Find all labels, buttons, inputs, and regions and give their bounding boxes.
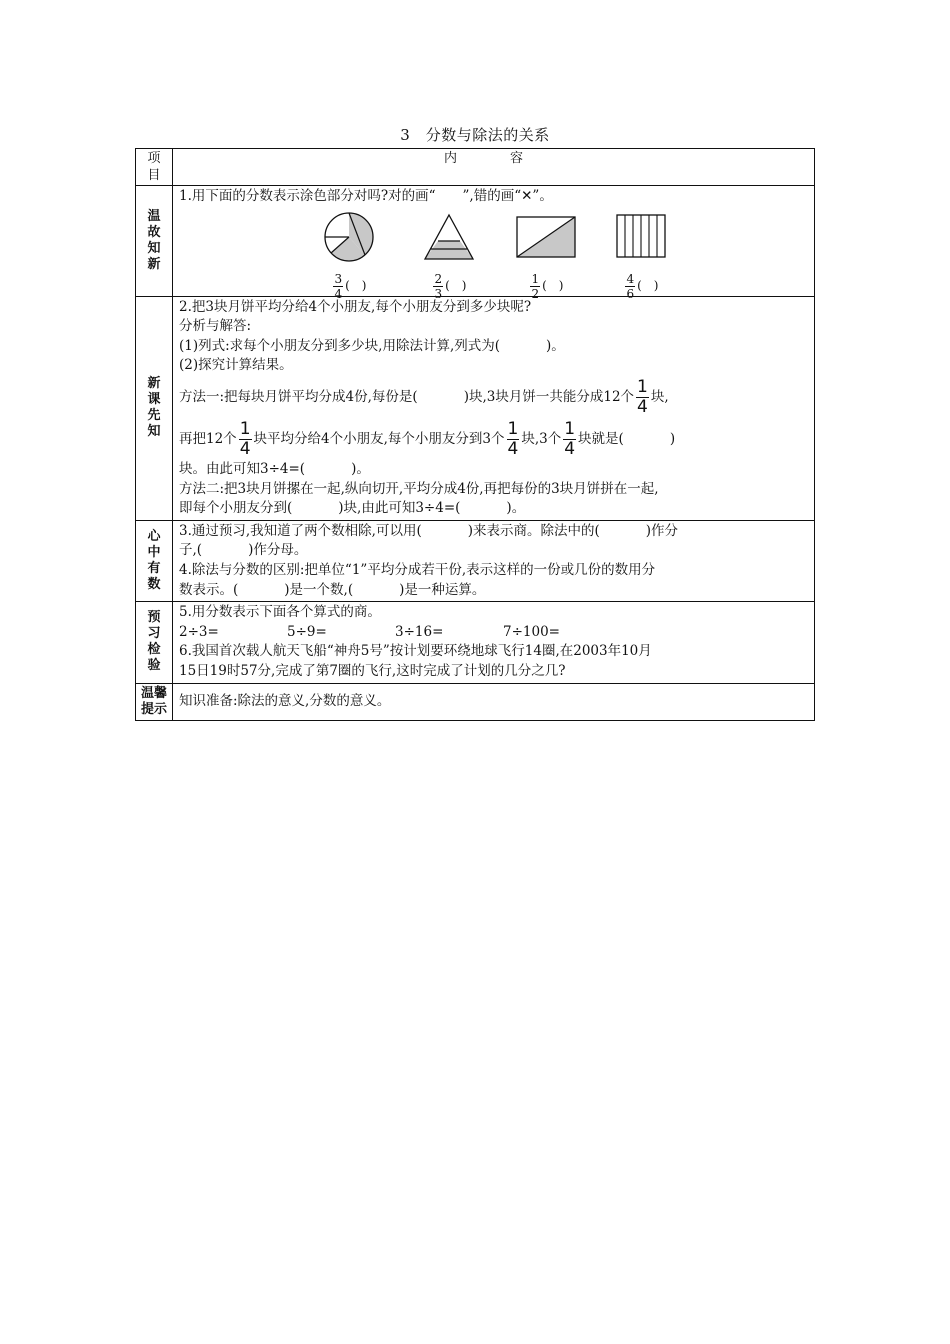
section-body-new-lesson [173,296,815,520]
expression: 3÷16= [395,623,444,640]
question-4-line-1: 4.除法与分数的区别:把单位“1”平均分成若干份,表示这样的一份或几份的数用分 [179,561,656,578]
method-1-line-2: 再把12个 $\frac{1}{4}$ 块平均分给4个小朋友,每个小朋友分到3个 $\frac{1}{4}$ 块,3个 $\frac{1}{4}$ 块就是( ) [179,418,676,459]
fraction-4-6: $\frac{4}{6}$ [626,272,635,302]
page-title: 3 分数与除法的关系 [400,126,550,144]
expression: 2÷3= [179,623,219,640]
figure-triangle [419,211,479,301]
question-6-line-1: 6.我国首次载人航天飞船“神舟5号”按计划要环绕地球飞行14圈,在2003年10月 [179,643,652,660]
figure-rectangle [513,211,579,301]
section-label-new-lesson: 新 课 先 知 [136,296,173,520]
worksheet-table [135,148,815,721]
figure-row [179,207,808,302]
question-4-line-2: 数表示。( )是一个数,( )是一种运算。 [179,581,486,598]
answer-paren[interactable]: ( ) [542,278,564,293]
method-1-line-3: 块。由此可知3÷4=( )。 [179,460,370,477]
circle-shaded-icon [323,211,375,263]
header-item: 项目 [136,149,173,186]
fraction-1-4: $\frac{1}{4}$ [507,418,519,459]
section-new-lesson [136,296,815,520]
section-mind [136,520,815,601]
method-2-line-2: 即每个小朋友分到( )块,由此可知3÷4=( )。 [179,500,526,517]
fraction-3-4: $\frac{3}{4}$ [334,272,343,302]
question-3-line-1: 3.通过预习,我知道了两个数相除,可以用( )来表示商。除法中的( )作分 [179,522,679,539]
fraction-2-3: $\frac{2}{3}$ [434,272,443,302]
question-1: 1.用下面的分数表示涂色部分对吗?对的画“ ”,错的画“✕”。 [179,188,553,204]
section-label-review: 温 故 知 新 [136,186,173,297]
fraction-1-4: $\frac{1}{4}$ [564,418,576,459]
section-tips [136,683,815,720]
expression: 7÷100= [503,623,560,640]
tips-text: 知识准备:除法的意义,分数的意义。 [179,692,391,709]
question-3-line-2: 子,( )作分母。 [179,542,308,559]
step-1: (1)列式:求每个小朋友分到多少块,用除法计算,列式为( )。 [179,337,565,354]
fraction-1-4: $\frac{1}{4}$ [239,418,251,459]
section-body-tips [173,683,815,720]
figure-striped [611,211,671,301]
question-2: 2.把3块月饼平均分给4个小朋友,每个小朋友分到多少块呢? [179,298,532,315]
answer-paren[interactable]: ( ) [345,278,367,293]
header-row [136,149,815,186]
triangle-shaded-icon [421,211,477,263]
fraction-1-4: $\frac{1}{4}$ [637,376,648,417]
question-5: 5.用分数表示下面各个算式的商。 [179,604,381,621]
figure-circle [319,211,379,301]
answer-paren[interactable]: ( ) [445,278,467,293]
header-content: 内 容 [173,149,815,186]
question-6-line-2: 15日19时57分,完成了第7圈的飞行,这时完成了计划的几分之几? [179,662,566,679]
expression-row [179,623,808,643]
method-1-line-1: 方法一:把每块月饼平均分成4份,每份是( )块,3块月饼一共能分成12个 $\frac{1}{4}$ 块, [179,376,669,417]
step-2: (2)探究计算结果。 [179,357,293,374]
method-2-line-1: 方法二:把3块月饼摞在一起,纵向切开,平均分成4份,再把每份的3块月饼拼在一起, [179,480,659,497]
section-body-preview [173,602,815,683]
section-label-tips: 温馨 提示 [136,683,173,720]
striped-rectangle-icon [613,211,669,263]
section-body-mind [173,520,815,601]
analysis-heading: 分析与解答: [179,318,252,335]
expression: 5÷9= [287,623,327,640]
section-label-mind: 心 中 有 数 [136,520,173,601]
answer-paren[interactable]: ( ) [637,278,659,293]
section-label-preview: 预 习 检 验 [136,602,173,683]
section-body-review [173,186,815,302]
rectangle-half-shaded-icon [515,211,577,263]
section-review [136,186,815,297]
section-preview [136,602,815,683]
fraction-1-2: $\frac{1}{2}$ [531,272,540,302]
